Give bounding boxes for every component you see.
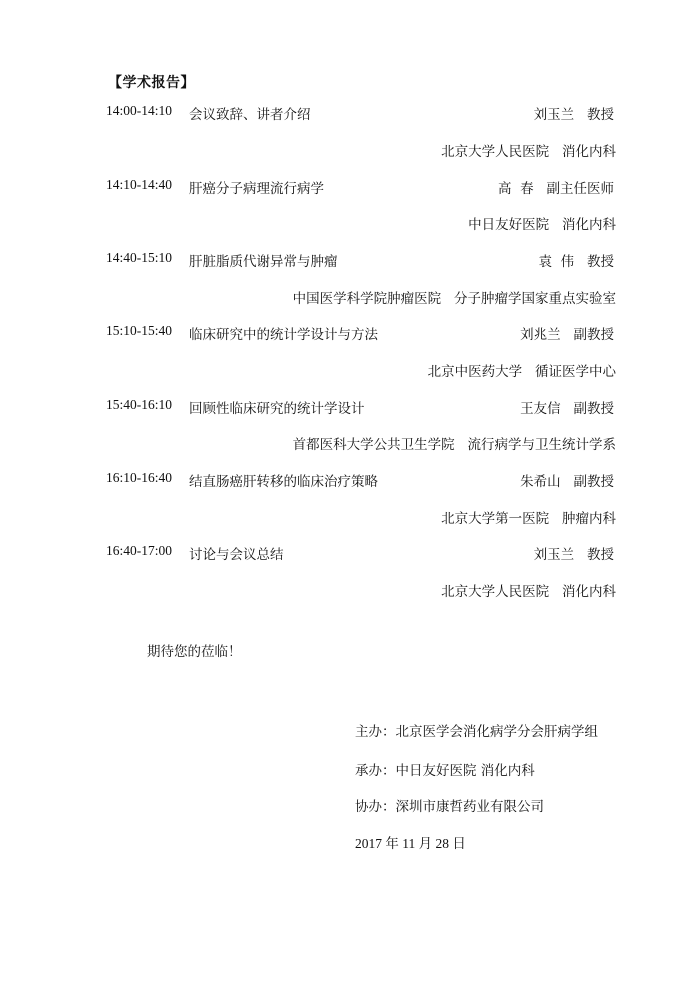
- session-speaker: 朱希山 副教授: [520, 474, 614, 490]
- session-time: 15:10-15:40: [106, 323, 172, 338]
- date-day-unit: 日: [452, 836, 466, 852]
- closing-remark: 期待您的莅临！: [147, 644, 242, 660]
- footer-date: [355, 832, 466, 852]
- speaker-affiliation: 北京中医药大学 循证医学中心: [427, 364, 616, 380]
- speaker-affiliation: 北京大学第一医院 肿瘤内科: [441, 511, 616, 527]
- speaker-affiliation: 中国医学科学院肿瘤医院 分子肿瘤学国家重点实验室: [292, 291, 616, 307]
- affiliation-row: [0, 213, 700, 235]
- session-time: 14:00-14:10: [106, 103, 172, 118]
- speaker-affiliation: 北京大学人民医院 消化内科: [441, 144, 616, 160]
- speaker-affiliation: 北京大学人民医院 消化内科: [441, 584, 616, 600]
- schedule-row: [0, 543, 700, 565]
- schedule-row: [0, 470, 700, 492]
- session-speaker: 袁 伟 教授: [538, 254, 614, 270]
- session-time: 15:40-16:10: [106, 397, 172, 412]
- affiliation-row: [0, 140, 700, 162]
- schedule-row: [0, 103, 700, 125]
- speaker-affiliation: 首都医科大学公共卫生学院 流行病学与卫生统计学系: [292, 437, 616, 453]
- schedule-row: [0, 250, 700, 272]
- date-year-unit: 年: [385, 836, 399, 852]
- date-month: 11: [402, 836, 416, 851]
- schedule-row: [0, 397, 700, 419]
- affiliation-row: [0, 507, 700, 529]
- session-time: 14:40-15:10: [106, 250, 172, 265]
- session-speaker: 刘玉兰 教授: [533, 107, 614, 123]
- session-speaker: 王友信 副教授: [520, 401, 614, 417]
- session-time: 16:10-16:40: [106, 470, 172, 485]
- session-time: 14:10-14:40: [106, 177, 172, 192]
- session-speaker: 高 春 副主任医师: [498, 181, 614, 197]
- section-title: 【学术报告】: [108, 75, 195, 91]
- session-speaker: 刘兆兰 副教授: [520, 327, 614, 343]
- schedule-row: [0, 177, 700, 199]
- affiliation-row: [0, 580, 700, 602]
- session-topic: 讨论与会议总结: [189, 547, 284, 563]
- session-speaker: 刘玉兰 教授: [533, 547, 614, 563]
- affiliation-row: [0, 360, 700, 382]
- session-time: 16:40-17:00: [106, 543, 172, 558]
- date-day: 28: [435, 836, 449, 851]
- footer-co-organizer: 协办：深圳市康哲药业有限公司: [355, 799, 544, 815]
- schedule-row: [0, 323, 700, 345]
- footer-host: 主办：北京医学会消化病学分会肝病学组: [355, 724, 598, 740]
- session-topic: 肝脏脂质代谢异常与肿瘤: [189, 254, 338, 270]
- session-topic: 回顾性临床研究的统计学设计: [189, 401, 365, 417]
- session-topic: 肝癌分子病理流行病学: [189, 181, 324, 197]
- date-year: 2017: [355, 836, 382, 851]
- footer-organizer: 承办：中日友好医院 消化内科: [355, 763, 535, 779]
- date-month-unit: 月: [418, 836, 433, 852]
- session-topic: 会议致辞、讲者介绍: [189, 107, 311, 123]
- session-topic: 结直肠癌肝转移的临床治疗策略: [189, 474, 378, 490]
- affiliation-row: [0, 287, 700, 309]
- affiliation-row: [0, 433, 700, 455]
- session-topic: 临床研究中的统计学设计与方法: [189, 327, 378, 343]
- speaker-affiliation: 中日友好医院 消化内科: [468, 217, 616, 233]
